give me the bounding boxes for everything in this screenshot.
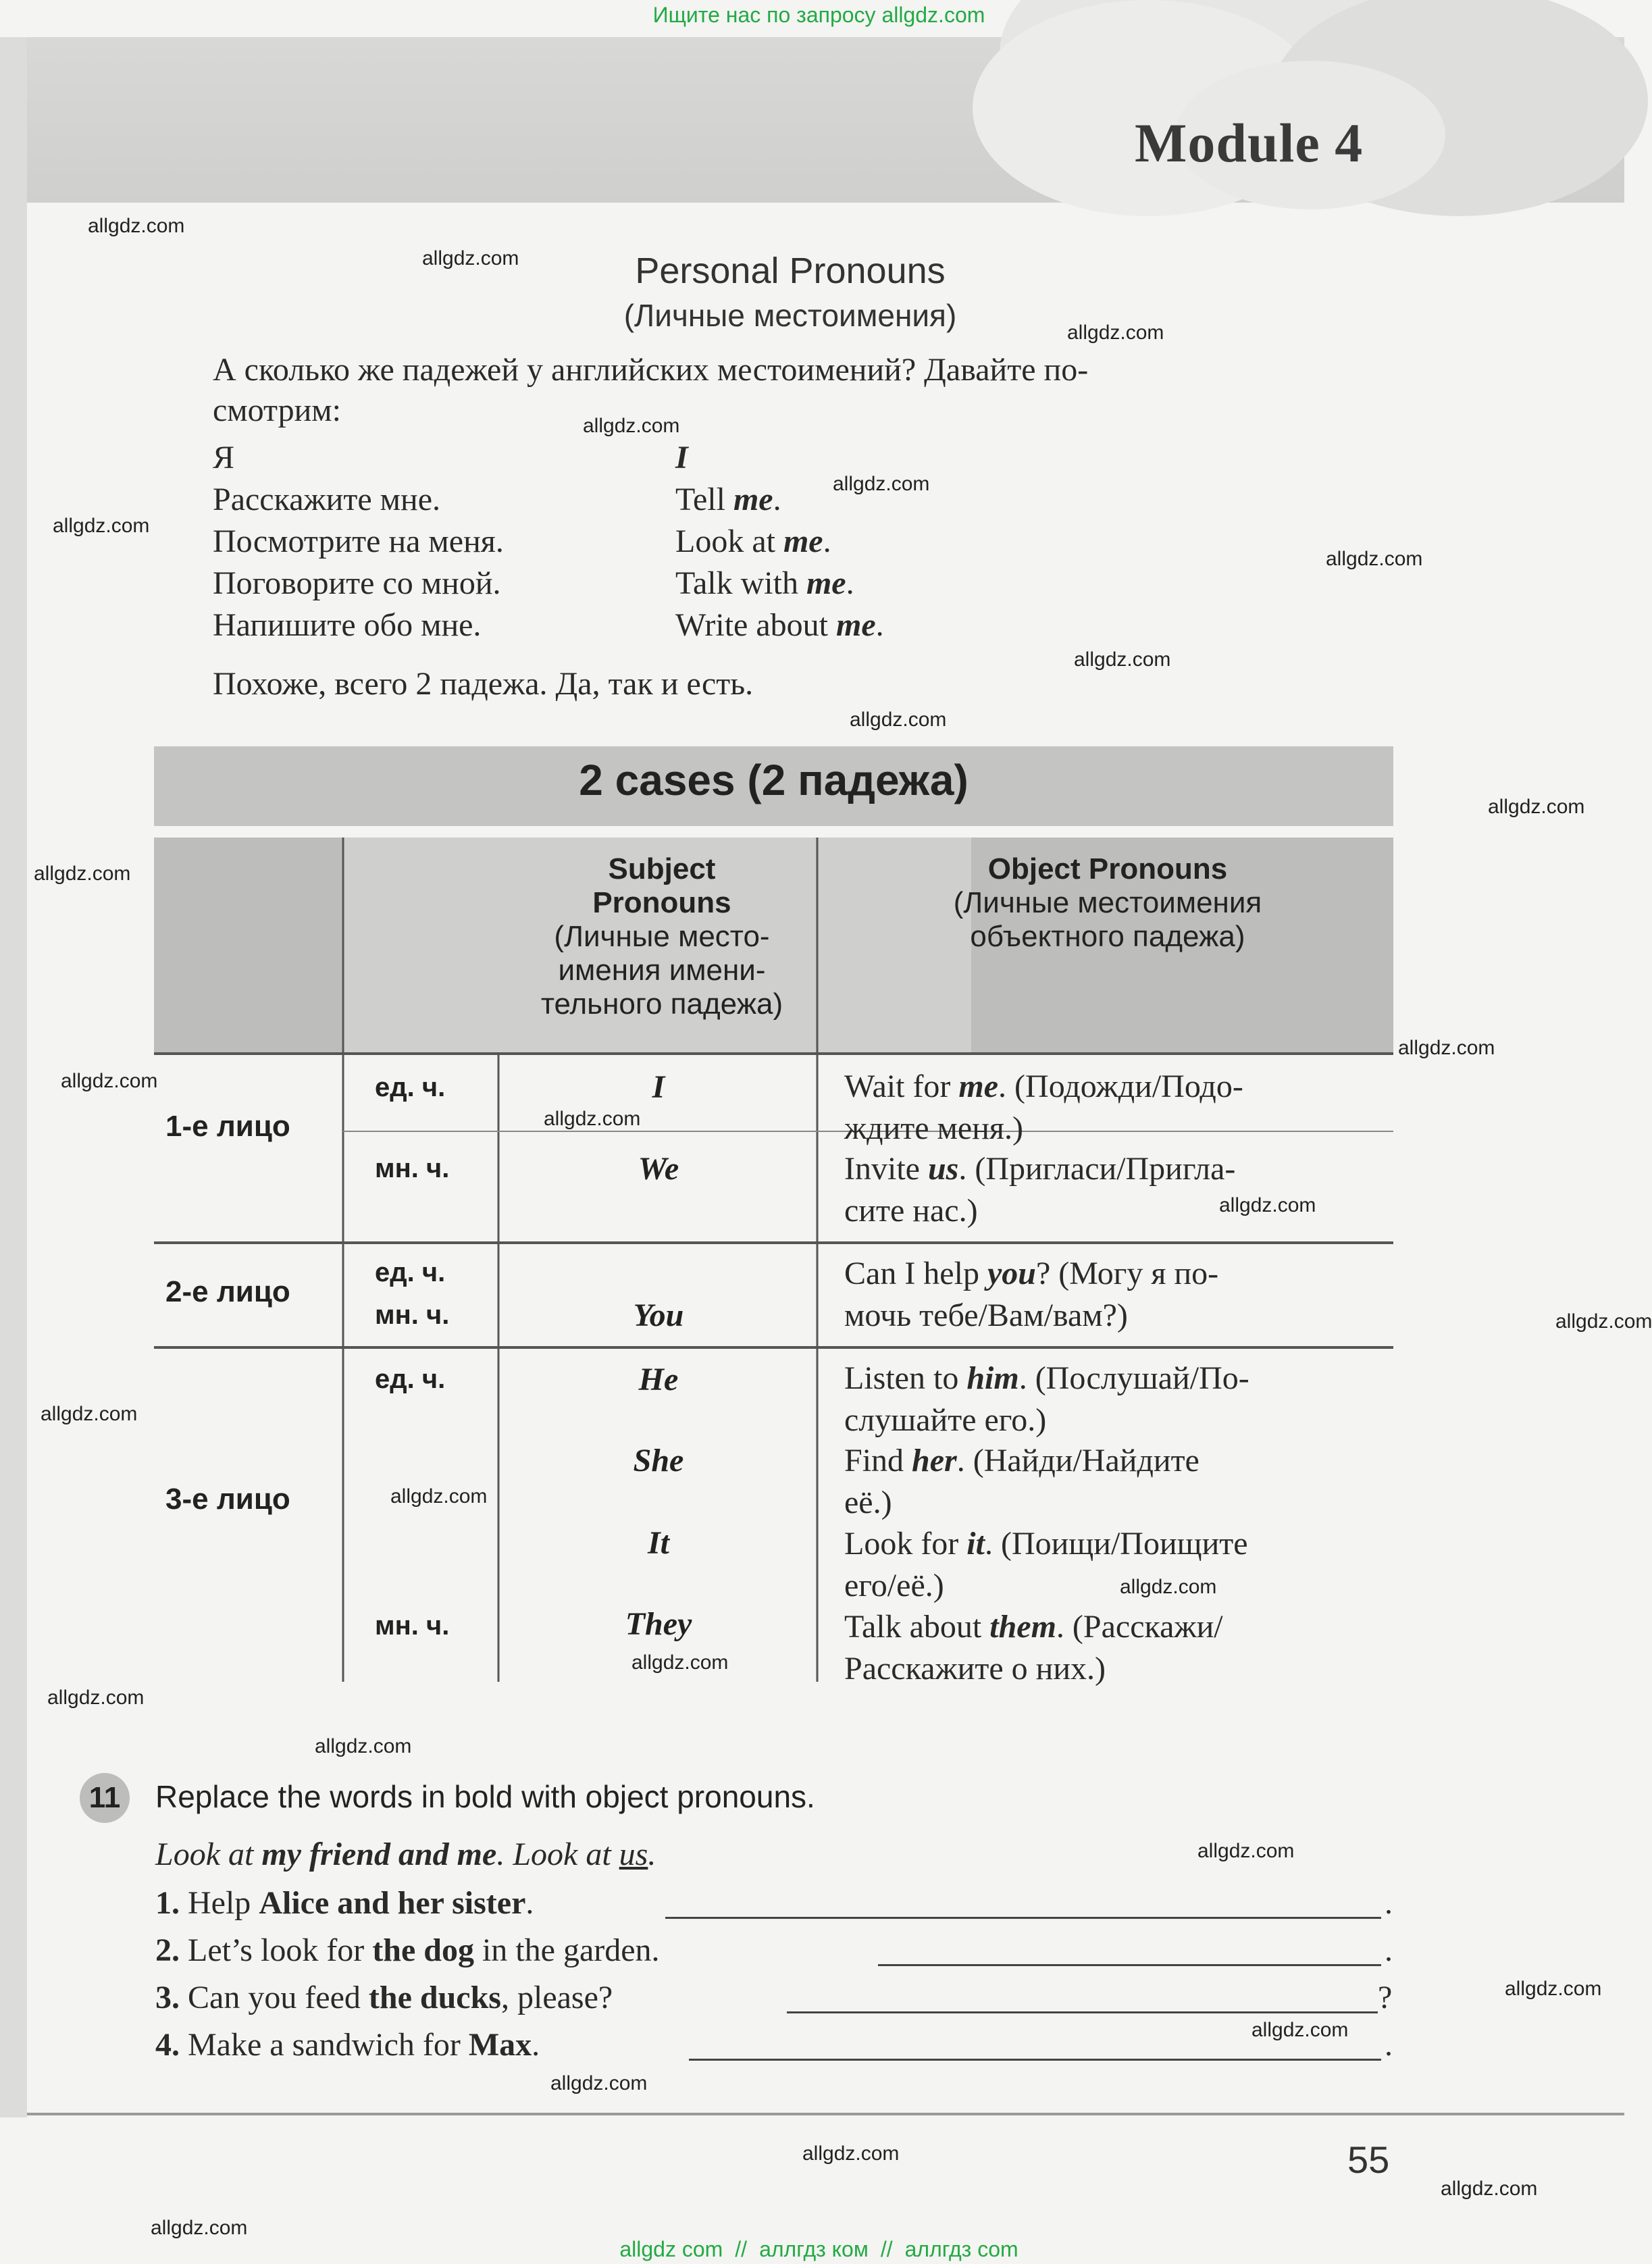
separator: //	[735, 2237, 748, 2261]
watermark: allgdz.com	[53, 515, 150, 537]
object-header: Object Pronouns (Личные местоимения объектного падежа)	[953, 852, 1262, 953]
number-label: ед. ч.	[375, 1073, 446, 1102]
watermark: allgdz.com	[550, 2072, 648, 2094]
object-example: Wait for me. (Подожди/Подо- ждите меня.)	[844, 1069, 1243, 1146]
subject-pronoun: I	[652, 1069, 665, 1105]
watermark: allgdz.com	[1441, 2178, 1538, 2200]
example-en: I	[675, 440, 688, 475]
watermark: allgdz.com	[41, 1403, 138, 1425]
watermark: allgdz.com	[1326, 548, 1423, 570]
exercise-instruction: Replace the words in bold with object pronouns.	[155, 1779, 815, 1814]
watermark: allgdz.com	[1398, 1037, 1495, 1059]
module-title: Module 4	[1135, 112, 1364, 174]
subject-pronoun: It	[647, 1525, 669, 1561]
top-site-link[interactable]: Ищите нас по запросу allgdz.com	[652, 3, 985, 27]
watermark: allgdz.com	[631, 1651, 729, 1674]
answer-field[interactable]	[665, 1917, 1381, 1919]
watermark: allgdz.com	[315, 1735, 412, 1757]
line-end: ?	[1378, 1980, 1393, 2015]
cases-title: 2 cases (2 падежа)	[579, 756, 969, 804]
watermark: allgdz.com	[34, 863, 131, 885]
example-en: Tell me.	[675, 482, 781, 517]
example-en: Talk with me.	[675, 565, 854, 601]
bottom-link[interactable]: аллгдз ком	[759, 2237, 869, 2261]
watermark: allgdz.com	[850, 709, 947, 731]
example-en: Look at me.	[675, 523, 831, 559]
person-label: 3-е лицо	[165, 1483, 290, 1516]
number-label: мн. ч.	[375, 1300, 450, 1330]
watermark: allgdz.com	[1555, 1310, 1652, 1333]
page-number: 55	[1347, 2138, 1390, 2181]
watermark: allgdz.com	[1067, 321, 1164, 344]
watermark: allgdz.com	[583, 415, 680, 437]
watermark: allgdz.com	[1197, 1840, 1295, 1862]
example-ru: Напишите обо мне.	[213, 607, 482, 643]
subject-pronoun: She	[633, 1443, 684, 1478]
line-end: .	[1385, 1885, 1393, 1921]
example-ru: Посмотрите на меня.	[213, 523, 504, 559]
watermark: allgdz.com	[88, 215, 185, 237]
watermark: allgdz.com	[422, 247, 519, 269]
object-example: Can I help you? (Могу я по- мочь тебе/Вам/вам?)	[844, 1256, 1219, 1333]
example-ru: Поговорите со мной.	[213, 565, 501, 601]
watermark: allgdz.com	[1488, 796, 1585, 818]
example-ru: Расскажите мне.	[213, 482, 441, 517]
watermark: allgdz.com	[544, 1108, 641, 1130]
bottom-links	[0, 2237, 1638, 2262]
separator: //	[880, 2237, 893, 2261]
number-label: мн. ч.	[375, 1611, 450, 1641]
intro-text: смотрим:	[213, 392, 342, 428]
watermark: allgdz.com	[802, 2142, 900, 2165]
watermark: allgdz.com	[1251, 2019, 1349, 2041]
section-subtitle: (Личные местоимения)	[623, 298, 957, 333]
object-example: Talk about them. (Расскажи/ Расскажите о них.)	[844, 1609, 1223, 1687]
answer-field[interactable]	[787, 2011, 1378, 2013]
conclusion-text: Похоже, всего 2 падежа. Да, так и есть.	[213, 666, 754, 702]
section-title: Personal Pronouns	[635, 251, 946, 291]
line-end: .	[1385, 1932, 1393, 1968]
subject-pronoun: They	[625, 1606, 692, 1642]
number-label: ед. ч.	[375, 1258, 446, 1287]
subject-pronoun: You	[633, 1297, 684, 1333]
bottom-link[interactable]: allgdz com	[619, 2237, 723, 2261]
answer-field[interactable]	[878, 1964, 1381, 1966]
watermark: allgdz.com	[1074, 648, 1171, 671]
example-en: Write about me.	[675, 607, 884, 643]
line-end: .	[1385, 2027, 1393, 2063]
page-margin	[0, 37, 27, 2117]
watermark: allgdz.com	[151, 2217, 248, 2239]
bottom-link[interactable]: аллгдз com	[904, 2237, 1018, 2261]
watermark: allgdz.com	[61, 1070, 158, 1092]
example-ru: Я	[213, 440, 235, 475]
person-label: 1-е лицо	[165, 1110, 290, 1143]
subject-header: Subject Pronouns (Личные место- имения имени- тельного падежа)	[540, 852, 783, 1021]
watermark: allgdz.com	[1505, 1978, 1602, 2000]
exercise-item: 3. Can you feed the ducks, please?	[155, 1980, 613, 2015]
exercise-number-badge: 11	[80, 1773, 130, 1823]
answer-field[interactable]	[689, 2059, 1381, 2061]
watermark: allgdz.com	[47, 1687, 145, 1709]
watermark: allgdz.com	[390, 1485, 488, 1508]
intro-text: А сколько же падежей у английских местоимений? Давайте по-	[213, 352, 1089, 388]
object-example: Find her. (Найди/Найдите её.)	[844, 1443, 1199, 1520]
watermark: allgdz.com	[833, 473, 930, 495]
exercise-item: 1. Help Alice and her sister.	[155, 1885, 534, 1921]
object-example: Invite us. (Пригласи/Пригла- сите нас.)	[844, 1151, 1236, 1229]
exercise-item: 4. Make a sandwich for Max.	[155, 2027, 540, 2063]
subject-pronoun: He	[638, 1362, 679, 1397]
exercise-example: Look at my friend and me. Look at us.	[155, 1836, 656, 1872]
footer-divider	[27, 2113, 1624, 2115]
object-example: Look for it. (Поищи/Поищите его/её.)	[844, 1526, 1248, 1603]
person-label: 2-е лицо	[165, 1275, 290, 1308]
exercise-item: 2. Let’s look for the dog in the garden.	[155, 1932, 660, 1968]
subject-pronoun: We	[638, 1151, 679, 1187]
watermark: allgdz.com	[1120, 1576, 1217, 1598]
watermark: allgdz.com	[1219, 1194, 1316, 1216]
number-label: ед. ч.	[375, 1364, 446, 1394]
number-label: мн. ч.	[375, 1154, 450, 1183]
object-example: Listen to him. (Послушай/По- слушайте его.)	[844, 1360, 1249, 1438]
